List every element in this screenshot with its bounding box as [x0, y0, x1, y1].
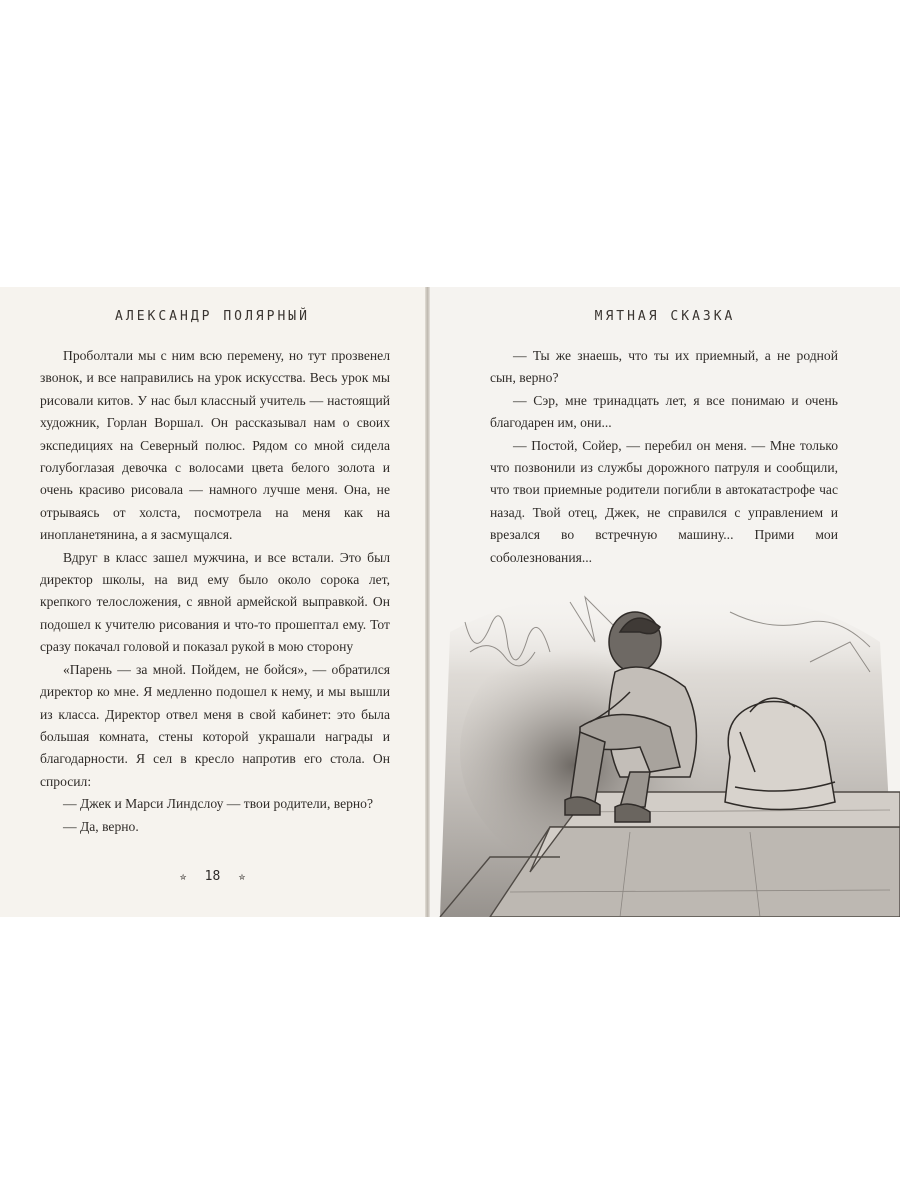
right-paragraph-3: — Постой, Сойер, — перебил он меня. — Мне только что позвонили из службы дорожного патруля и сообщили, что твои приемные родители погибли в автокатастрофе час назад. Твой отец, Джек, не справился с управлением и врезался во встречную машину... Прими мои соболезнования...	[490, 437, 838, 565]
left-paragraph-2: Вдруг в класс зашел мужчина, и все встали. Это был директор школы, на вид ему было около сорока лет, крепкого телосложения, с явной армейской выправкой. Он подошел к учителю рисования и что-то прошептал ему. Тот сразу покачал головой и показал рукой в мою сторону	[40, 549, 390, 655]
right-body-text	[490, 345, 838, 569]
left-body-text	[40, 345, 390, 838]
pencil-illustration-boy-on-steps	[430, 572, 900, 917]
left-page	[0, 287, 425, 917]
left-paragraph-5: — Да, верно.	[63, 818, 139, 834]
right-page	[430, 287, 900, 917]
star-icon: ✮	[238, 869, 246, 883]
right-running-head: МЯТНАЯ СКАЗКА	[594, 309, 736, 324]
page-number: 18	[204, 869, 221, 884]
right-paragraph-2: — Сэр, мне тринадцать лет, я все понимаю и очень благодарен им, они...	[490, 392, 838, 431]
right-paragraph-1: — Ты же знаешь, что ты их приемный, а не родной сын, верно?	[490, 348, 838, 386]
left-paragraph-3: «Парень — за мной. Пойдем, не бойся», — обратился директор ко мне. Я медленно подошел к нему, и мы вышли из класса. Директор отвел меня в свой кабинет: это была большая комната, стены которой украшали награды и благодарности. Я сел в кресло напротив его стола. Он спросил:	[40, 661, 390, 789]
left-running-head: АЛЕКСАНДР ПОЛЯРНЫЙ	[115, 309, 310, 324]
star-icon: ✮	[179, 869, 187, 883]
page-folio	[0, 869, 425, 884]
book-spread	[0, 287, 900, 917]
left-paragraph-1: Проболтали мы с ним всю перемену, но тут прозвенел звонок, и все направились на урок искусства. Весь урок мы рисовали китов. У нас был классный учитель — настоящий художник, Горлан Воршал. Он рассказывал нам о своих экспедициях на Северный полюс. Рядом со мной сидела голубоглазая девочка с волосами цвета белого золота и очень красиво рисовала — намного лучше меня. Она, не отрываясь от холста, посмотрела на меня как на инопланетянина, а я засмущался.	[40, 348, 390, 543]
left-paragraph-4: — Джек и Марси Линдслоу — твои родители, верно?	[63, 796, 374, 812]
